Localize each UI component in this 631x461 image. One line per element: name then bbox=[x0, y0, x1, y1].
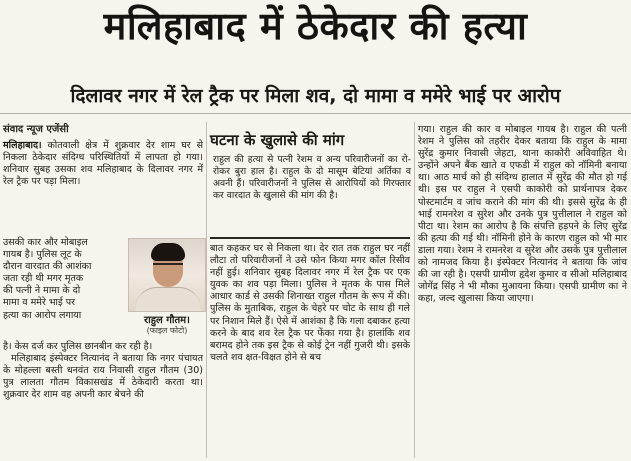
column-1-wrap bbox=[3, 237, 125, 322]
photo-credit: (फाइल फोटो) bbox=[146, 326, 188, 335]
byline: संवाद न्यूज एजेंसी bbox=[3, 124, 69, 135]
wrap-line: गायब है। पुलिस लूट के bbox=[3, 249, 82, 261]
column-1-lead: कोतवाली क्षेत्र में शुक्रवार देर शाम घर से निकला ठेकेदार संदिग्ध परिस्थितियों में लापता हो गया। शनिवार सुबह उसका शव मलिहाबाद के दिलावर नगर में रेल ट्रैक पर पड़ा मिला। bbox=[3, 140, 203, 188]
box-title: घटना के खुलासे की मांग bbox=[210, 131, 345, 149]
wrap-line: उसकी कार और मोबाइल bbox=[3, 237, 88, 248]
victim-photo bbox=[128, 238, 206, 312]
column-1-top bbox=[3, 140, 203, 188]
wrap-line: की पत्नी ने मामा के दो bbox=[3, 285, 81, 297]
photo-caption: राहुल गौतम। bbox=[144, 315, 190, 326]
wrap-line: मामा व ममेरे भाई पर bbox=[3, 297, 75, 309]
wrap-line: हत्या का आरोप लगाया bbox=[3, 309, 82, 321]
column-2: बात कहकर घर से निकला था। देर रात तक राहुल घर नहीं लौटा तो परिवारीजनों ने उसे फोन किया मगर कॉल रिसीव नहीं हुई। शनिवार सुबह दिलावर नगर में रेल ट्रैक पर एक युवक का शव पड़ा मिला। पुलिस ने मृतक के पास मिले आधार कार्ड से उसकी शिनाख्त राहुल गौतम के रूप में की। पुलिस के मुताबिक, राहुल के चेहरे पर चोट के साथ ही गले पर निशान मिले हैं। ऐसे में आशंका है कि गला दबाकर हत्या करने के बाद शव रेल ट्रैक पर फेंका गया है। हालांकि शव बरामद होने तक इस ट्रैक से कोई ट्रेन नहीं गुजरी थी। इसके चलते शव क्षत-विक्षत होने से बच bbox=[210, 243, 410, 363]
wrap-line: है। केस दर्ज कर पुलिस छानबीन कर रही है। bbox=[3, 341, 153, 352]
column-divider bbox=[414, 122, 415, 458]
column-1-bottom bbox=[3, 341, 203, 401]
headline: मलिहाबाद में ठेकेदार की हत्या bbox=[103, 4, 528, 48]
header-divider bbox=[0, 113, 631, 114]
wrap-line: दौरान वारदात की आशंका bbox=[3, 261, 92, 273]
column-1-body: मलिहाबाद इंस्पेक्टर नित्यानंद ने बताया कि नगर पंचायत के मोहल्ला बस्ती धनवंत राय निवासी राहुल गौतम (30) पुत्र लालता गौतम विकासखंड में ठेकेदारी करता था। शुक्रवार देर शाम वह अपनी कार बेचने की bbox=[3, 353, 203, 401]
dateline: मलिहाबाद। bbox=[3, 140, 42, 151]
box-body: राहुल की हत्या से पत्नी रेशम व अन्य परिवारीजनों का रो-रोकर बुरा हाल है। राहुल के दो मासूम बेटियां अर्तिका व अवनी हैं। परिवारीजनों ने पुलिस से आरोपियों को गिरफ्तार कर वारदात के खुलासे की मांग की है। bbox=[213, 154, 411, 201]
subheadline: दिलावर नगर में रेल ट्रैक पर मिला शव, दो मामा व ममेरे भाई पर आरोप bbox=[70, 85, 561, 107]
column-divider bbox=[206, 122, 207, 458]
box-divider bbox=[210, 237, 410, 239]
wrap-line: जता रही थी मगर मृतक bbox=[3, 273, 84, 285]
column-3: गया। राहुल की कार व मोबाइल गायब है। राहुल की पत्नी रेशम ने पुलिस को तहरीर देकर बताया कि राहुल के मामा सुरेंद्र कुमार निवासी जेहटा, थाना काकोरी अविवाहित थे। उन्होंने अपने बैंक खाते व एफडी में राहुल को नॉमिनी बनाया था। आठ मार्च को ही संदिग्ध हालात में सुरेंद्र की मौत हो गई थी। इस पर राहुल ने एसपी काकोरी को प्रार्थनापत्र देकर पोस्टमार्टम व जांच कराने की मांग की थी। इससे सुरेंद्र के ही भाई रामनरेश व सुरेश और उनके पुत्र पुत्तीलाल ने राहुल को पीटा था। रेशम का आरोप है कि संपत्ति हड़पने के लिए सुरेंद्र की हत्या की गई थी। नॉमिनी होने के कारण राहुल को भी मार डाला गया। रेशम ने रामनरेश व सुरेश और उसके पुत्र पुत्तीलाल को नामजद किया है। इंस्पेक्टर नित्यानंद ने बताया कि जांच की जा रही है। एसपी ग्रामीण हृदेश कुमार व सीओ मलिहाबाद जोगेंद्र सिंह ने भी मौका मुआयना किया। एसपी ग्रामीण का ने कहा, जल्द खुलासा किया जाएगा। bbox=[418, 124, 627, 305]
